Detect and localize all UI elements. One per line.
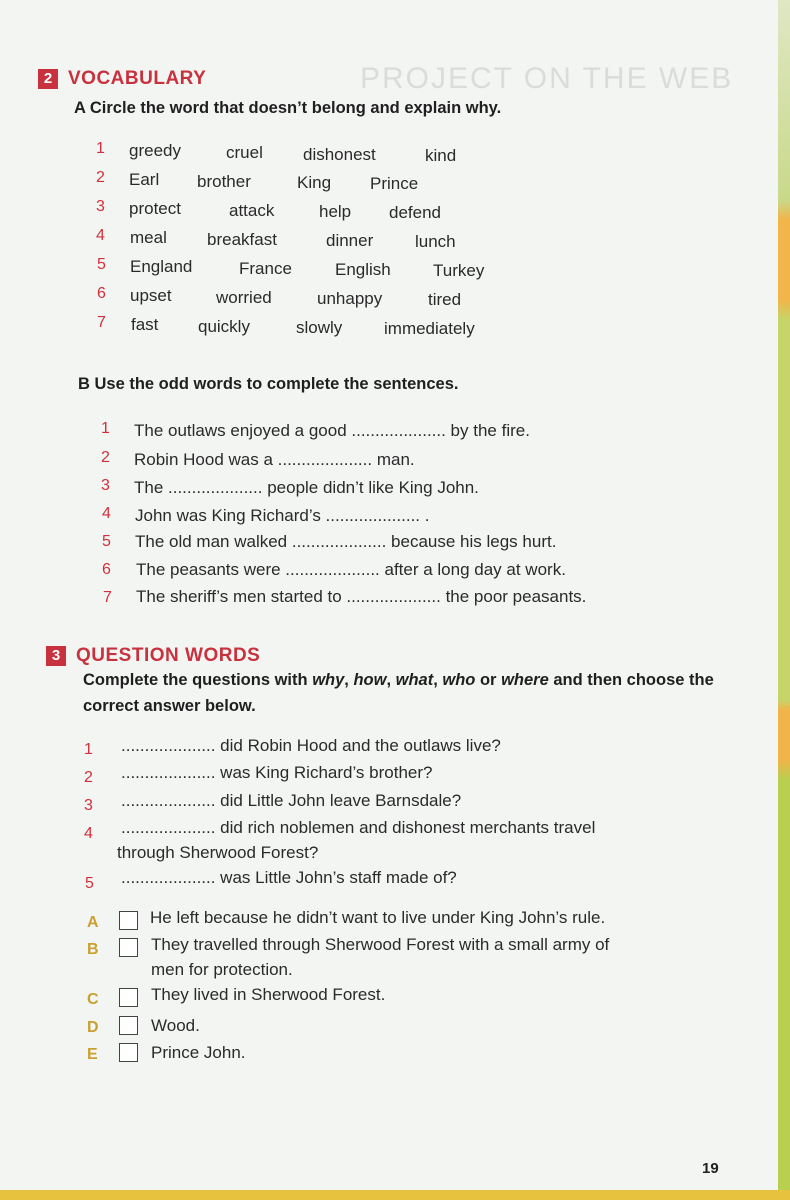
word[interactable]: Earl	[129, 170, 160, 189]
sentence[interactable]: The outlaws enjoyed a good .................... by the fire.	[134, 421, 530, 440]
word[interactable]: brother	[197, 172, 251, 191]
question[interactable]: .................... was Little John’s staff made of?	[121, 868, 457, 887]
row-number: 3	[101, 477, 110, 494]
word[interactable]: meal	[130, 228, 167, 247]
word[interactable]: worried	[216, 288, 272, 307]
answer-text: Prince John.	[151, 1043, 246, 1062]
word[interactable]: England	[130, 257, 193, 276]
answer-text: They lived in Sherwood Forest.	[151, 985, 386, 1004]
word[interactable]: immediately	[384, 319, 475, 338]
word[interactable]: fast	[131, 315, 159, 334]
section-number-badge: 2	[38, 69, 58, 89]
row-number: 5	[102, 533, 111, 550]
option-letter: A	[87, 914, 99, 931]
row-number: 3	[84, 797, 93, 814]
section-3-header	[46, 645, 260, 667]
word[interactable]: kind	[425, 146, 457, 165]
option-letter: E	[87, 1046, 98, 1063]
word[interactable]: greedy	[129, 141, 181, 160]
row-number: 7	[103, 589, 112, 606]
section-title: VOCABULARY	[68, 68, 207, 89]
row-number: 5	[85, 875, 94, 892]
row-number: 4	[102, 505, 111, 522]
option-letter: C	[87, 991, 99, 1008]
question[interactable]: .................... did Little John leave Barnsdale?	[121, 791, 462, 810]
word[interactable]: France	[239, 259, 292, 278]
word[interactable]: tired	[428, 290, 462, 309]
section-number-badge: 3	[46, 646, 66, 666]
sentence[interactable]: John was King Richard’s .................... .	[135, 506, 430, 525]
word[interactable]: attack	[229, 201, 275, 220]
row-number: 7	[97, 314, 106, 331]
word[interactable]: defend	[389, 203, 441, 222]
answer-text: Wood.	[151, 1016, 200, 1035]
answer-checkbox[interactable]	[119, 1016, 138, 1035]
sentence[interactable]: The sheriff’s men started to .................... the poor peasants.	[136, 587, 587, 606]
option-letter: B	[87, 941, 99, 958]
word[interactable]: Turkey	[433, 261, 485, 280]
answer-checkbox[interactable]	[119, 938, 138, 957]
row-number: 2	[84, 769, 93, 786]
answer-checkbox[interactable]	[119, 911, 138, 930]
sentence[interactable]: Robin Hood was a .................... man.	[134, 450, 415, 469]
word[interactable]: dinner	[326, 231, 374, 250]
option-letter: D	[87, 1019, 99, 1036]
row-number: 2	[96, 169, 105, 186]
part-b-instruction: B Use the odd words to complete the sentences.	[78, 375, 459, 393]
word[interactable]: lunch	[415, 232, 456, 251]
question-continuation[interactable]: through Sherwood Forest?	[117, 843, 319, 862]
page-edge-color-strip	[778, 0, 790, 1200]
row-number: 5	[97, 256, 106, 273]
row-number: 1	[84, 741, 93, 758]
sentence[interactable]: The old man walked .................... because his legs hurt.	[135, 532, 557, 551]
page-bottom-color-strip	[0, 1190, 790, 1200]
word[interactable]: protect	[129, 199, 181, 218]
word[interactable]: cruel	[226, 143, 263, 162]
show-through-heading: PROJECT ON THE WEB	[360, 62, 734, 95]
sentence[interactable]: The .................... people didn’t like King John.	[134, 478, 479, 497]
answer-checkbox[interactable]	[119, 988, 138, 1007]
word[interactable]: King	[297, 173, 332, 192]
question[interactable]: .................... was King Richard’s brother?	[121, 763, 433, 782]
row-number: 1	[96, 140, 105, 157]
question[interactable]: .................... did Robin Hood and the outlaws live?	[121, 736, 501, 755]
page-number: 19	[702, 1160, 719, 1177]
part-a-instruction: A Circle the word that doesn’t belong and explain why.	[74, 99, 502, 117]
word[interactable]: upset	[130, 286, 172, 305]
answer-text: He left because he didn’t want to live under King John’s rule.	[150, 908, 606, 927]
sentence[interactable]: The peasants were .................... after a long day at work.	[136, 560, 566, 579]
section-3-instruction: Complete the questions with why, how, what, who or where and then choose the correct answer below.	[83, 671, 714, 715]
row-number: 1	[101, 420, 110, 437]
row-number: 6	[97, 285, 106, 302]
row-number: 3	[96, 198, 105, 215]
row-number: 4	[84, 825, 93, 842]
word[interactable]: English	[335, 260, 391, 279]
answer-text: They travelled through Sherwood Forest with a small army of men for protection.	[151, 935, 610, 979]
word[interactable]: quickly	[198, 317, 250, 336]
answer-checkbox[interactable]	[119, 1043, 138, 1062]
word[interactable]: unhappy	[317, 289, 383, 308]
row-number: 2	[101, 449, 110, 466]
word[interactable]: dishonest	[303, 145, 376, 164]
question[interactable]: .................... did rich noblemen and dishonest merchants travel	[121, 818, 596, 837]
word[interactable]: breakfast	[207, 230, 277, 249]
word[interactable]: help	[319, 202, 352, 221]
word[interactable]: Prince	[370, 174, 419, 193]
row-number: 6	[102, 561, 111, 578]
row-number: 4	[96, 227, 105, 244]
section-title: QUESTION WORDS	[76, 645, 261, 666]
word[interactable]: slowly	[296, 318, 343, 337]
section-2-header	[38, 68, 206, 90]
